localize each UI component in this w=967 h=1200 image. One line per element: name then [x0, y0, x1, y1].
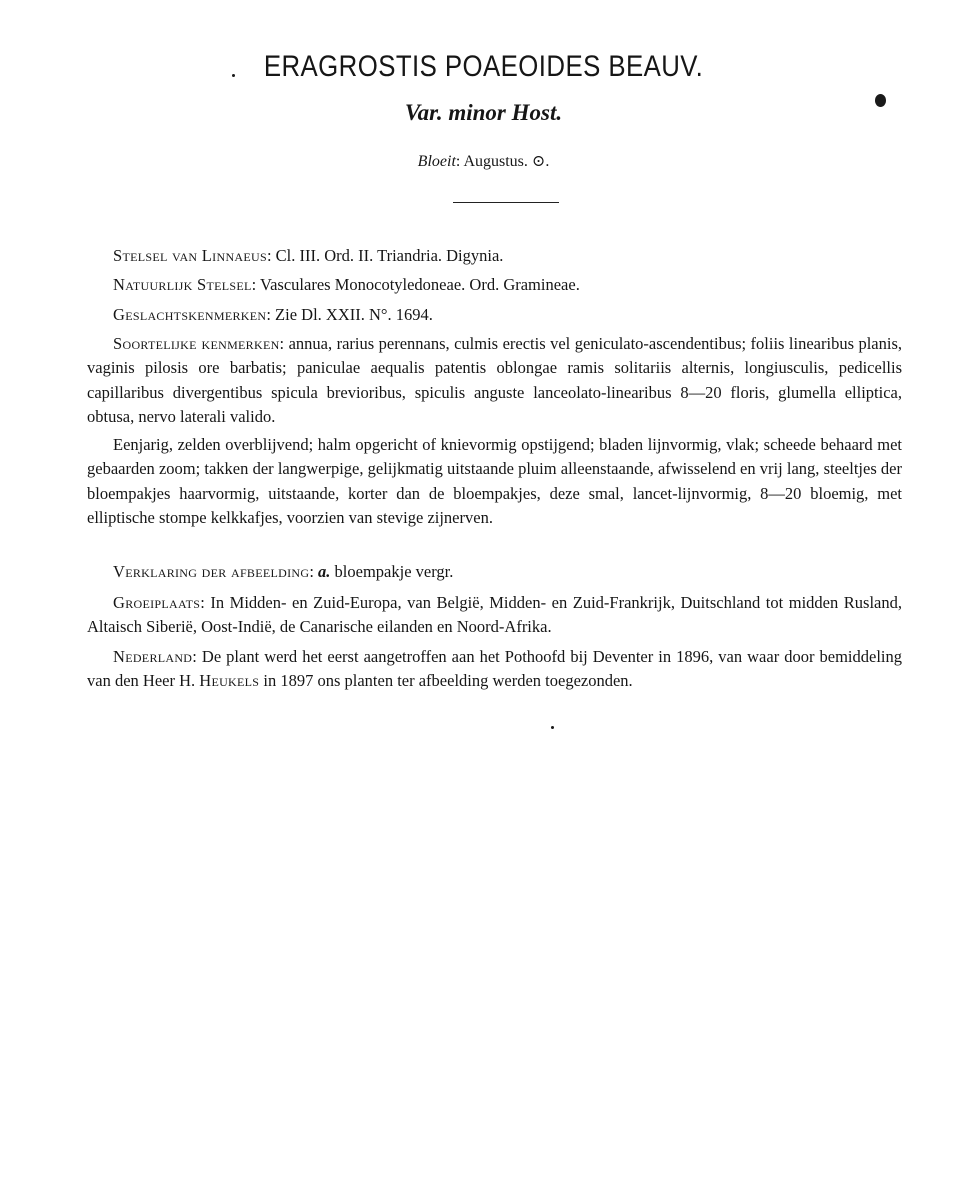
netherlands-paragraph	[87, 645, 902, 694]
figure-explanation-label: Verklaring der afbeelding	[113, 562, 310, 581]
species-characters-text: : annua, rarius perennans, culmis erectis vel geniculato-ascendentibus; foliis linearibus planis, vaginis pilosis ore barbatis; paniculae aequalis patentis oblongae ramis solitariis alternis, longiusculis, pedicellis capillaribus divergentibus spicula brevioribus, spiculis anguste lanceolato-linearibus 8—20 floris, glumella elliptica, obtusa, nervo laterali valido.	[87, 334, 902, 426]
habitat-text: : In Midden- en Zuid-Europa, van België, Midden- en Zuid-Frankrijk, Duitschland tot midden Rusland, Altaisch Siberië, Oost-Indië, de Canarische eilanden en Noord-Afrika.	[87, 593, 902, 637]
figure-explanation-line: Verklaring der afbeelding: a. bloempakje vergr.	[113, 562, 454, 581]
netherlands-label: Nederland	[113, 647, 193, 666]
genus-characters-line	[113, 305, 433, 325]
natural-system-label: Natuurlijk Stelsel	[113, 275, 252, 294]
flowering-value: : Augustus. ⊙.	[455, 153, 550, 170]
flowering-label: Bloeit	[417, 153, 456, 170]
figure-explanation-text: bloempakje vergr.	[330, 562, 454, 581]
netherlands-text-after: in 1897 ons planten ter afbeelding werden toegezonden.	[259, 671, 633, 691]
species-characters-label: Soortelijke kenmerken	[113, 334, 280, 353]
dutch-description-paragraph: Eenjarig, zelden overblijvend; halm opgericht of knievormig opstijgend; bladen lijnvormig, vlak; scheede behaard met gebaarden zoom; takken der langwerpige, gelijkmatig uitstaande pluim alleenstaande, afwisselend en vrij lang, steeltjes der bloempakjes haarvormig, uitstaande, korter dan de bloempakjes, deze smal, lancet-lijnvormig, 8—20 bloemig, met elliptische stompe kelkkafjes, voorzien van stevige zijnerven.	[87, 435, 902, 527]
habitat-paragraph	[87, 591, 902, 640]
linnaeus-label: Stelsel van Linnaeus	[113, 246, 267, 265]
ink-speck	[232, 74, 235, 77]
person-name: Heukels	[199, 671, 260, 691]
linnaeus-line	[113, 246, 503, 266]
genus-characters-label: Geslachtskenmerken	[113, 305, 267, 324]
variety-subtitle: Var. minor Host.	[404, 100, 563, 125]
linnaeus-value: : Cl. III. Ord. II. Triandria. Digynia.	[266, 246, 504, 265]
netherlands-text-before: : De plant werd het eerst aangetroffen aan het Pothoofd bij Deventer in 1896, van waar door bemiddeling van den Heer H.	[87, 647, 902, 691]
figure-letter: a.	[318, 562, 331, 581]
habitat-label: Groeiplaats	[113, 593, 201, 612]
divider-rule	[453, 202, 559, 203]
flowering-line	[0, 151, 967, 171]
natural-system-line	[113, 275, 580, 295]
page-title: ERAGROSTIS POAEOIDES BEAUV.	[263, 50, 704, 83]
ink-blot	[875, 94, 886, 107]
ink-speck	[551, 726, 554, 729]
genus-characters-value: : Zie Dl. XXII. N°. 1694.	[266, 305, 433, 324]
natural-system-value: : Vasculares Monocotyledoneae. Ord. Gramineae.	[251, 275, 580, 294]
species-characters-paragraph	[87, 332, 902, 429]
